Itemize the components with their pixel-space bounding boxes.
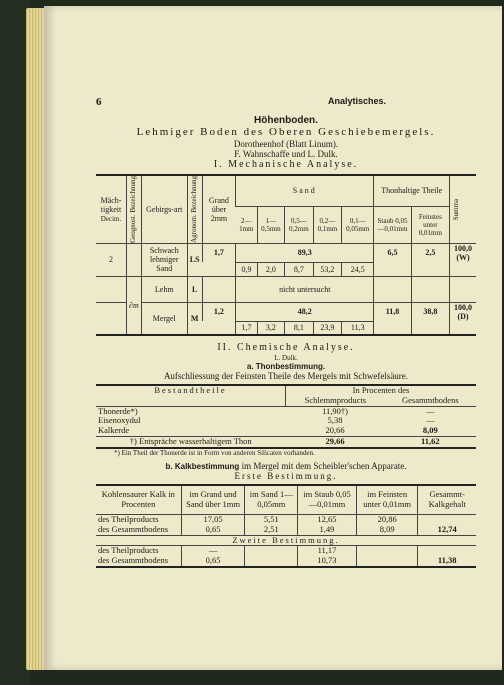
kalk3-v1: — xyxy=(181,546,245,556)
col-schlemm: Schlemmproducts xyxy=(304,394,367,405)
location: Dorotheenhof (Blatt Linum). xyxy=(233,138,339,149)
row1-feinstes: 2,5 xyxy=(411,243,449,262)
kalk3-v3: 11,17 xyxy=(298,546,357,556)
thon-a-1: 11,90†) xyxy=(322,405,349,416)
kalk3-name-1: des Theilproducts xyxy=(98,545,159,556)
row2-agr: L xyxy=(187,276,202,302)
mechanical-table xyxy=(96,174,476,336)
zweite-bestimmung: Zweite Bestimmung. xyxy=(232,534,340,545)
thon-b-1: — xyxy=(426,405,435,416)
row3-grand: 1,2 xyxy=(202,302,236,321)
col-gesammt: Gesammt-Kalkgehalt xyxy=(418,485,476,515)
kalk2-v5: 12,74 xyxy=(418,525,476,535)
col-feinsten: im Feinsten unter 0,01mm xyxy=(356,485,418,515)
row1-sand-5: 24,5 xyxy=(342,262,374,276)
row1-summa: 100,0 (W) xyxy=(450,243,476,262)
row2-note: nicht untersucht xyxy=(236,276,374,302)
row1-sand-total: 89,3 xyxy=(236,243,374,262)
row3-sand-total: 48,2 xyxy=(236,302,374,321)
thon-table xyxy=(96,384,476,449)
page-number: 6 xyxy=(96,96,102,108)
table-row xyxy=(96,525,476,535)
row1-art: Schwach lehmiger Sand xyxy=(141,243,187,276)
row1-staub: 6,5 xyxy=(374,243,411,262)
col-geognost: Geognost. Bezeichnung xyxy=(129,175,138,243)
row1-sand-3: 8,7 xyxy=(285,262,314,276)
kalk3-v4 xyxy=(356,546,418,556)
col-maechtigkeit: Mäch-tigkeit xyxy=(100,195,122,214)
col-grand: Grand über 2mm xyxy=(202,175,236,243)
col-summa: Summa xyxy=(452,198,461,221)
table-row xyxy=(96,437,476,448)
thon-name-2: Eisenoxydul xyxy=(98,415,141,426)
kalk4-v2 xyxy=(245,556,298,567)
col-decim: Decim. xyxy=(100,215,122,223)
running-header xyxy=(96,96,476,109)
page-edges xyxy=(26,8,46,670)
row3-sand-1: 1,7 xyxy=(236,321,258,335)
col-agronom: Agronom. Bezeichnung xyxy=(189,175,198,243)
authors: F. Wahnschaffe und L. Dulk. xyxy=(234,149,338,160)
col-gesamt: Gesammtbodens xyxy=(401,394,459,405)
thon-a-2: 5,38 xyxy=(327,415,343,426)
col-sand-5: 0,1—0,05mm xyxy=(342,206,374,243)
erste-bestimmung: Erste Bestimmung. xyxy=(234,471,338,482)
row3-art: Mergel xyxy=(141,302,187,335)
kalk2-v2: 2,51 xyxy=(245,525,298,535)
thon-a-3: 20,66 xyxy=(325,425,345,436)
col-grand-sand: im Grand und Sand über 1mm xyxy=(181,485,245,515)
thon-foot-a: 29,66 xyxy=(325,436,345,446)
col-proz: In Procenten des xyxy=(352,385,410,396)
thon-b-2: — xyxy=(426,415,435,426)
col-sand: im Sand 1—0,05mm xyxy=(245,485,298,515)
thon-note: *) Ein Theil der Thonerde ist in Form von anderen Silicaten vorhanden. xyxy=(114,448,315,457)
col-sand-2: 1—0,5mm xyxy=(257,206,284,243)
thon-foot-b: 11,62 xyxy=(421,436,440,446)
kalk1-v1: 17,05 xyxy=(181,515,245,525)
section-chemical: II. Chemische Analyse. xyxy=(217,342,355,354)
table-row xyxy=(96,302,476,321)
kalk4-v3: 10,73 xyxy=(298,556,357,567)
col-staub: im Staub 0,05—0,01mm xyxy=(298,485,357,515)
col-bestand: Bestandtheile xyxy=(96,385,285,406)
table-row xyxy=(96,426,476,436)
col-gebirgsart: Gebirgs-art xyxy=(141,175,187,243)
table-row xyxy=(96,276,476,302)
kalk4-v4 xyxy=(356,556,418,567)
row3-summa: 100,0 (D) xyxy=(450,302,476,321)
row1-sand-4: 53,2 xyxy=(313,262,342,276)
col-sand-1: 2—1mm xyxy=(239,216,254,233)
col-sand: Sand xyxy=(236,175,374,206)
col-staub: Staub 0,05—0,01mm xyxy=(374,206,411,243)
thon-desc: Aufschliessung der Feinsten Theile des Mergels mit Schwefelsäure. xyxy=(163,370,409,381)
kalk1-v4: 20,86 xyxy=(356,515,418,525)
row3-agr: M xyxy=(187,302,202,335)
kalk-title: b. Kalkbestimmung xyxy=(165,461,240,471)
col-kalk: Kohlensaurer Kalk in Procenten xyxy=(101,488,175,509)
kalk1-name-1: des Theilproducts xyxy=(98,514,159,524)
kalk-desc: im Mergel mit dem Scheibler'schen Apparate. xyxy=(241,460,407,471)
row1-grand: 1,7 xyxy=(202,243,236,262)
row2-art: Lehm xyxy=(141,276,187,302)
kalk2-v3: 1,49 xyxy=(298,525,357,535)
kalk3-name-2: des Gesammtbodens xyxy=(98,555,169,566)
col-sand-4: 0,2—0,1mm xyxy=(313,206,342,243)
col-sand-3: 0,5—0,2mm xyxy=(285,206,314,243)
kalk1-name-2: des Gesammtbodens xyxy=(98,523,169,534)
row3-sand-5: 11,3 xyxy=(342,321,374,335)
col-feinstes: Feinstes unter 0,01mm xyxy=(411,206,449,243)
section-mechanical: I. Mechanische Analyse. xyxy=(213,159,359,171)
title: Höhenboden. xyxy=(254,114,318,126)
table-row xyxy=(96,416,476,426)
thon-foot-label: †) Entspräche wasserhaltigem Thon xyxy=(129,436,252,446)
running-title: Analytisches. xyxy=(327,96,386,106)
row3-sand-2: 3,2 xyxy=(257,321,284,335)
row3-staub: 11,8 xyxy=(374,302,411,321)
thon-title: a. Thonbestimmung. xyxy=(246,361,326,371)
col-thon: Thonhaltige Theile xyxy=(374,175,450,206)
table-row xyxy=(96,556,476,567)
kalk3-v2 xyxy=(245,546,298,556)
subtitle: Lehmiger Boden des Oberen Geschiebemergels. xyxy=(136,126,436,139)
row3-sand-4: 23,9 xyxy=(313,321,342,335)
chem-author: L. Dulk. xyxy=(274,353,298,362)
row3-sand-3: 8,1 xyxy=(285,321,314,335)
row-geognost: ∂m xyxy=(127,276,142,335)
kalk4-v1: 0,65 xyxy=(181,556,245,567)
depth-value: 2 xyxy=(109,255,113,265)
row1-sand-1: 0,9 xyxy=(236,262,258,276)
page-content xyxy=(96,96,476,568)
row1-sand-2: 2,0 xyxy=(257,262,284,276)
row1-agr: LS xyxy=(187,243,202,276)
thon-name-1: Thonerde*) xyxy=(98,405,138,416)
kalk1-v3: 12,65 xyxy=(298,515,357,525)
table-row xyxy=(96,243,476,262)
thon-name-3: Kalkerde xyxy=(98,425,130,436)
kalk1-v2: 5,51 xyxy=(245,515,298,525)
kalk2-v1: 0,65 xyxy=(181,525,245,535)
kalk-table xyxy=(96,484,476,568)
table-row xyxy=(96,406,476,416)
kalk4-v5: 11,38 xyxy=(418,556,476,567)
thon-b-3: 8,09 xyxy=(422,425,438,436)
row3-feinstes: 38,8 xyxy=(411,302,449,321)
kalk2-v4: 8,09 xyxy=(356,525,418,535)
